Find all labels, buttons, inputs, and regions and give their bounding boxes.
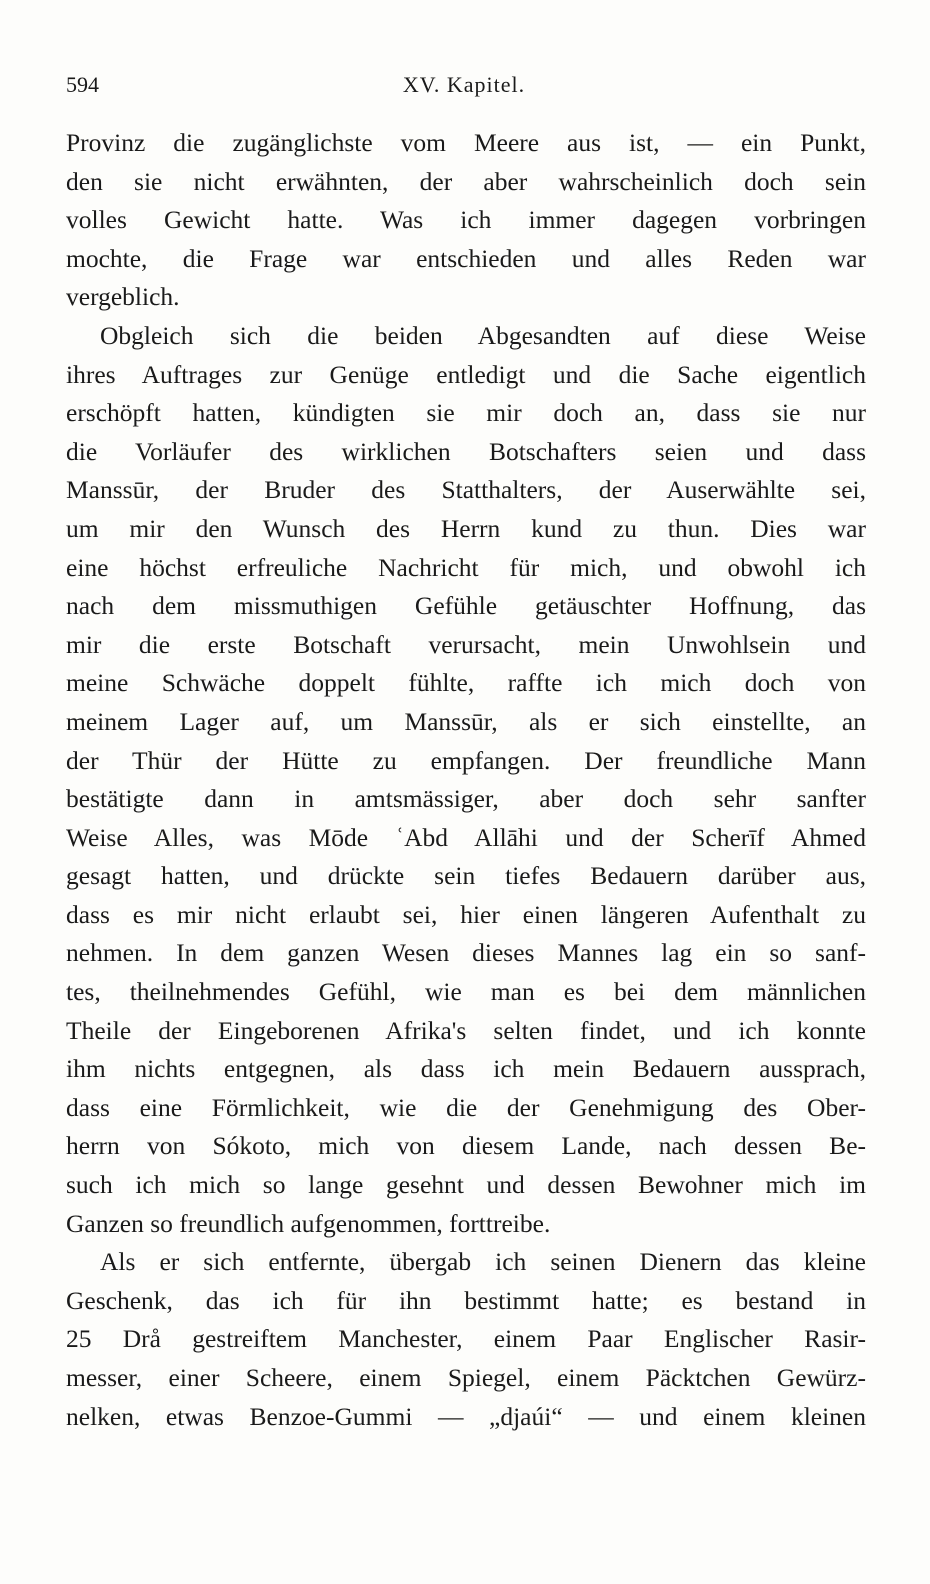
text-line: bestätigte dann in amtsmässiger, aber doch sehr sanfter <box>66 784 866 814</box>
text-line: erschöpft hatten, kündigten sie mir doch an, dass sie nur <box>66 398 866 428</box>
text-line: um mir den Wunsch des Herrn kund zu thun. Dies war <box>66 513 866 543</box>
text-line: mir die erste Botschaft verursacht, mein Unwohlsein und <box>66 629 866 659</box>
page-number: 594 <box>66 72 99 97</box>
text-line: dass eine Förmlichkeit, wie die der Genehmigung des Ober- <box>66 1092 866 1122</box>
text-line: nelken, etwas Benzoe-Gummi — „djaúi“ — und einem kleinen <box>66 1401 866 1431</box>
text-line: nach dem missmuthigen Gefühle getäuschter Hoffnung, das <box>66 591 866 621</box>
text-line: eine höchst erfreuliche Nachricht für mich, und obwohl ich <box>66 552 866 582</box>
text-line: Manssūr, der Bruder des Statthalters, der Auserwählte sei, <box>66 475 866 505</box>
text-line: den sie nicht erwähnten, der aber wahrscheinlich doch sein <box>66 166 866 196</box>
text-line: Geschenk, das ich für ihn bestimmt hatte; es bestand in <box>66 1285 866 1315</box>
text-line: meine Schwäche doppelt fühlte, raffte ich mich doch von <box>66 668 866 698</box>
text-line: vergeblich. <box>66 282 180 312</box>
text-line: Obgleich sich die beiden Abgesandten auf diese Weise <box>100 320 866 350</box>
text-line: tes, theilnehmendes Gefühl, wie man es bei dem männlichen <box>66 977 866 1007</box>
text-line: Ganzen so freundlich aufgenommen, forttreibe. <box>66 1208 551 1238</box>
body-text <box>66 124 866 1436</box>
text-line: ihm nichts entgegnen, als dass ich mein Bedauern aussprach, <box>66 1054 866 1084</box>
text-line: der Thür der Hütte zu empfangen. Der freundliche Mann <box>66 745 866 775</box>
text-line: Theile der Eingeborenen Afrika's selten findet, und ich konnte <box>66 1015 866 1045</box>
text-line: 25 Drå gestreiftem Manchester, einem Paar Englischer Rasir- <box>66 1324 866 1354</box>
text-line: nehmen. In dem ganzen Wesen dieses Mannes lag ein so sanf- <box>66 938 866 968</box>
text-line: Weise Alles, was Mōde ʿAbd Allāhi und der Scherīf Ahmed <box>66 822 866 852</box>
text-line: gesagt hatten, und drückte sein tiefes Bedauern darüber aus, <box>66 861 866 891</box>
page-header <box>66 72 862 106</box>
text-line: mochte, die Frage war entschieden und alles Reden war <box>66 243 866 273</box>
text-line: Provinz die zugänglichste vom Meere aus ist, — ein Punkt, <box>66 128 866 157</box>
text-line: Als er sich entfernte, übergab ich seinen Dienern das kleine <box>100 1247 866 1277</box>
text-line: meinem Lager auf, um Manssūr, als er sich einstellte, an <box>66 706 866 736</box>
text-line: ihres Auftrages zur Genüge entledigt und die Sache eigentlich <box>66 359 866 389</box>
text-line: messer, einer Scheere, einem Spiegel, einem Päcktchen Gewürz- <box>66 1363 866 1392</box>
text-line: die Vorläufer des wirklichen Botschafters seien und dass <box>66 436 866 466</box>
text-line: dass es mir nicht erlaubt sei, hier einen längeren Aufenthalt zu <box>66 899 866 929</box>
text-line: herrn von Sókoto, mich von diesem Lande, nach dessen Be- <box>66 1131 866 1161</box>
text-line: volles Gewicht hatte. Was ich immer dagegen vorbringen <box>66 205 866 235</box>
text-line: such ich mich so lange gesehnt und dessen Bewohner mich im <box>66 1170 866 1200</box>
chapter-title: XV. Kapitel. <box>402 72 526 97</box>
